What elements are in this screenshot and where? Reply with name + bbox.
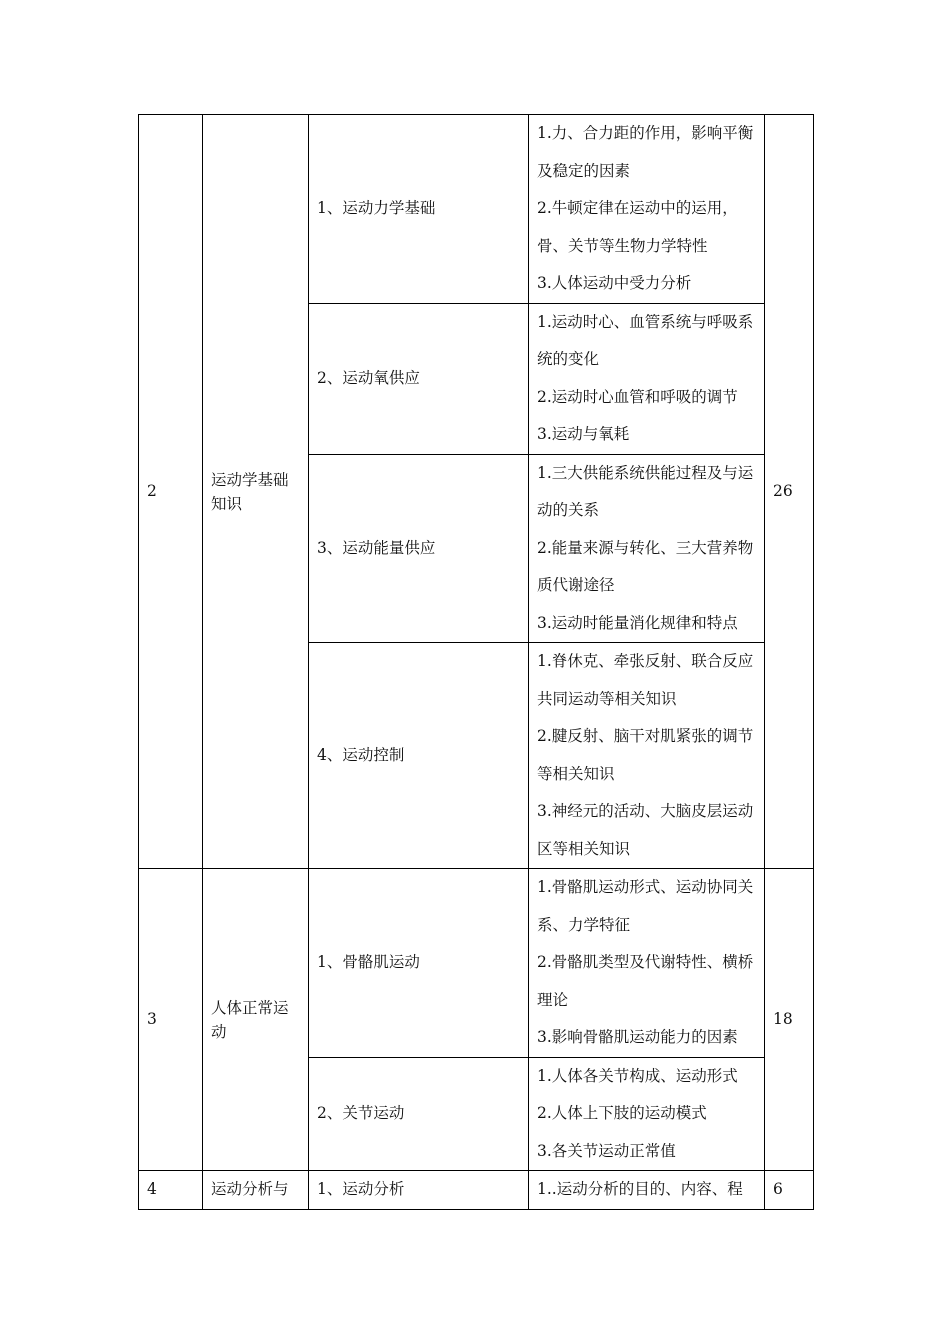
table-row (139, 869, 814, 1058)
point-text: 3.人体运动中受力分析 (537, 274, 692, 292)
unit-points (529, 454, 765, 643)
point-text: 2.人体上下肢的运动模式 (537, 1104, 707, 1122)
module-name: 人体正常运动 (203, 869, 309, 1171)
point-text: 1.力、合力距的作用，影响平衡及稳定的因素 (537, 124, 754, 180)
unit-points (529, 303, 765, 454)
point-text: 1..运动分析的目的、内容、程 (537, 1180, 743, 1198)
unit-title: 1、骨骼肌运动 (309, 869, 529, 1058)
module-number: 3 (139, 869, 203, 1171)
unit-points (529, 115, 765, 304)
module-number: 4 (139, 1171, 203, 1210)
module-hours: 6 (765, 1171, 814, 1210)
module-hours: 18 (765, 869, 814, 1171)
point-text: 2.牛顿定律在运动中的运用，骨、关节等生物力学特性 (537, 199, 738, 255)
unit-points (529, 1057, 765, 1171)
point-text: 3.神经元的活动、大脑皮层运动区等相关知识 (537, 802, 754, 858)
syllabus-table (138, 114, 814, 1210)
unit-points (529, 643, 765, 869)
point-text: 2.能量来源与转化、三大营养物质代谢途径 (537, 538, 754, 594)
point-text: 1.骨骼肌运动形式、运动协同关系、力学特征 (537, 878, 754, 934)
unit-title: 1、运动分析 (309, 1171, 529, 1210)
point-text: 2.骨骼肌类型及代谢特性、横桥理论 (537, 953, 754, 1009)
point-text: 2.腱反射、脑干对肌紧张的调节等相关知识 (537, 727, 754, 783)
point-text: 1.脊休克、牵张反射、联合反应共同运动等相关知识 (537, 652, 754, 708)
module-name: 运动分析与 (203, 1171, 309, 1210)
table-row (139, 115, 814, 304)
module-number: 2 (139, 115, 203, 869)
unit-title: 4、运动控制 (309, 643, 529, 869)
unit-title: 2、运动氧供应 (309, 303, 529, 454)
module-hours: 26 (765, 115, 814, 869)
unit-title: 3、运动能量供应 (309, 454, 529, 643)
unit-points (529, 869, 765, 1058)
point-text: 3.运动与氧耗 (537, 425, 630, 443)
point-text: 3.运动时能量消化规律和特点 (537, 613, 738, 632)
unit-title: 2、关节运动 (309, 1057, 529, 1171)
point-text: 3.各关节运动正常值 (537, 1141, 676, 1160)
point-text: 3.影响骨骼肌运动能力的因素 (537, 1028, 738, 1046)
unit-points (529, 1171, 765, 1210)
point-text: 1.三大供能系统供能过程及与运动的关系 (537, 463, 754, 519)
point-text: 1.运动时心、血管系统与呼吸系统的变化 (537, 312, 754, 368)
module-name: 运动学基础知识 (203, 115, 309, 869)
point-text: 1.人体各关节构成、运动形式 (537, 1066, 738, 1085)
unit-title: 1、运动力学基础 (309, 115, 529, 304)
point-text: 2.运动时心血管和呼吸的调节 (537, 387, 738, 406)
table-row (139, 1171, 814, 1210)
